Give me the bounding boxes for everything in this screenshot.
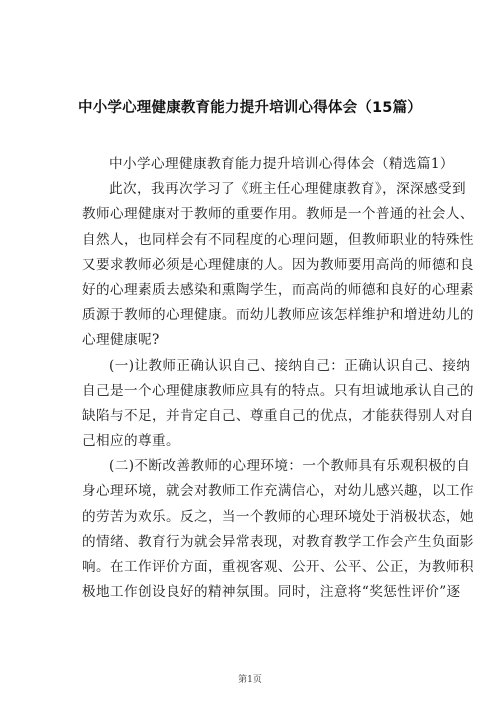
paragraph-line: 自己是一个心理健康教师应具有的特点。只有坦诚地承认自己的 (82, 382, 474, 399)
paragraph-line: 的情绪、教育行为就会异常表现，对教育教学工作会产生负面影 (82, 533, 474, 550)
paragraph-line: (二)不断改善教师的心理环境：一个教师具有乐观积极的自 (109, 458, 471, 475)
page-number: 第1页 (238, 675, 262, 685)
paragraph-line: 自然人，也同样会有不同程度的心理问题，但教师职业的特殊性 (82, 231, 474, 248)
paragraph-line: 质源于教师的心理健康。而幼儿教师应该怎样维护和增进幼儿的 (82, 307, 474, 324)
paragraph-line: 身心理环境，就会对教师工作充满信心，对幼儿感兴趣，以工作 (82, 483, 474, 500)
paragraph-line: 此次，我再次学习了《班主任心理健康教育》，深深感受到 (109, 181, 467, 198)
paragraph-line: 己相应的尊重。 (82, 433, 180, 450)
paragraph-line: 好的心理素质去感染和熏陶学生，而高尚的师德和良好的心理素 (82, 281, 474, 298)
paragraph-line: 极地工作创设良好的精神氛围。同时，注意将“奖惩性评价”逐 (82, 584, 461, 601)
paragraph-line: 缺陷与不足，并肯定自己、尊重自己的优点，才能获得别人对自 (82, 407, 474, 424)
document-body (82, 152, 474, 605)
document-title: 中小学心理健康教育能力提升培训心得体会（15篇） (78, 100, 422, 116)
paragraph-line: 的劳苦为欢乐。反之，当一个教师的心理环境处于消极状态，她 (82, 508, 474, 525)
paragraph-line: 心理健康呢? (82, 332, 160, 349)
paragraph-line: 响。在工作评价方面，重视客观、公开、公平、公正，为教师积 (82, 559, 474, 575)
section-heading: 中小学心理健康教育能力提升培训心得体会（精选篇1） (109, 156, 454, 172)
paragraph-line: 教师心理健康对于教师的重要作用。教师是一个普通的社会人、 (82, 206, 474, 223)
paragraph-line: (一)让教师正确认识自己、接纳自己：正确认识自己、接纳 (109, 357, 471, 374)
paragraph-line: 又要求教师必须是心理健康的人。因为教师要用高尚的师德和良 (82, 256, 474, 273)
